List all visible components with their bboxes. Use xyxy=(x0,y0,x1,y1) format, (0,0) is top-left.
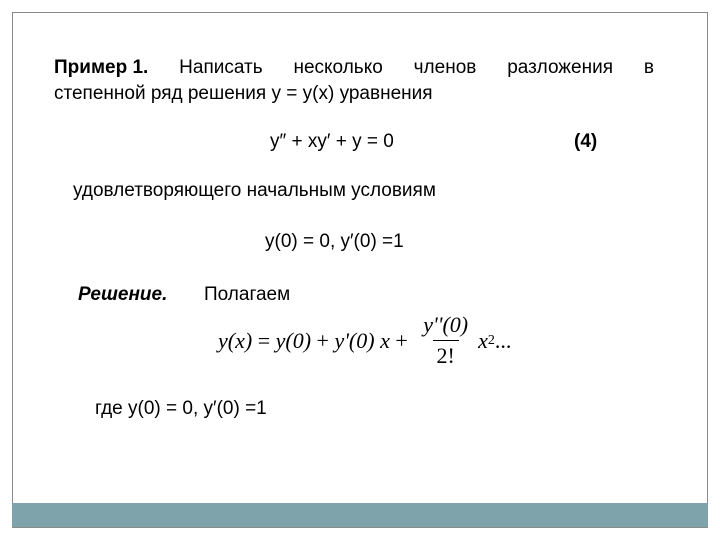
example-title-line1 xyxy=(54,57,654,79)
formula-plus1: + xyxy=(311,327,335,353)
formula-plus2: + xyxy=(389,327,414,353)
example-title-line2: степенной ряд решения y = y(x) уравнения xyxy=(54,83,433,104)
fraction-denominator: 2! xyxy=(433,340,459,369)
formula-fraction xyxy=(419,312,472,369)
where-text: где y(0) = 0, y′(0) =1 xyxy=(95,398,267,419)
formula-eq: = xyxy=(252,327,276,353)
fraction-numerator: y''(0) xyxy=(423,312,469,337)
formula-term2: y'(0) xyxy=(334,327,375,353)
example-label: Пример 1. xyxy=(54,57,149,78)
equation-number: (4) xyxy=(574,131,598,152)
formula-term1: y(0) xyxy=(275,327,312,353)
series-formula xyxy=(218,312,511,369)
formula-power: 2 xyxy=(487,332,495,348)
title-word: разложения xyxy=(507,57,613,78)
title-word: в xyxy=(643,57,654,78)
formula-term2-x: x xyxy=(374,327,390,353)
slide-bottom-band xyxy=(12,503,708,527)
title-word: несколько xyxy=(293,57,383,78)
condition-text: удовлетворяющего начальным условиям xyxy=(73,180,436,201)
differential-equation: y″ + xy′ + y = 0 xyxy=(270,131,394,152)
formula-x: x xyxy=(478,327,488,353)
formula-lhs: y(x) xyxy=(218,327,253,353)
solution-text: Полагаем xyxy=(204,284,291,305)
title-word: членов xyxy=(413,57,477,78)
initial-conditions: y(0) = 0, y′(0) =1 xyxy=(265,231,404,252)
solution-label: Решение. xyxy=(78,284,168,305)
formula-dots: ... xyxy=(494,327,512,353)
title-word: Написать xyxy=(179,57,263,78)
